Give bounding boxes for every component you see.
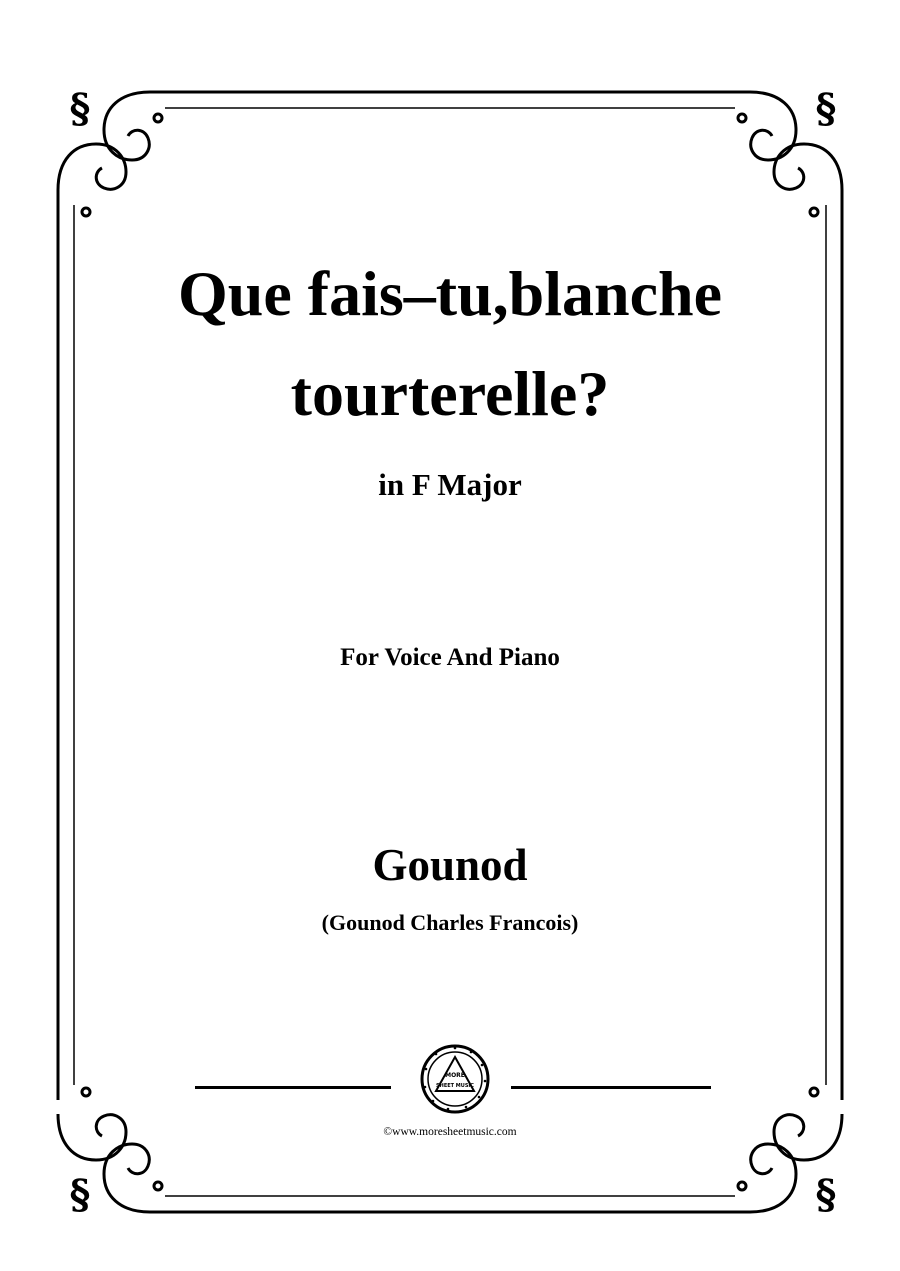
title-line-1: Que fais–tu,blanche <box>177 258 723 329</box>
website-url: ©www.moresheetmusic.com <box>383 1126 517 1138</box>
composer-full-name: (Gounod Charles Francois) <box>321 910 579 935</box>
svg-text:MORE: MORE <box>445 1072 465 1079</box>
publisher-logo <box>419 1043 491 1115</box>
footer-rule-left <box>195 1086 391 1089</box>
instrumentation: For Voice And Piano <box>340 644 560 671</box>
title-line-2: tourterelle? <box>290 358 610 429</box>
footer-rule-right <box>511 1086 711 1089</box>
key-signature: in F Major <box>378 467 522 502</box>
corner-ornament-top-left: § <box>69 85 91 132</box>
composer-name: Gounod <box>372 840 528 890</box>
corner-ornament-top-right: § <box>815 85 837 132</box>
svg-text:SHEET MUSIC: SHEET MUSIC <box>436 1083 474 1089</box>
corner-ornament-bottom-right: § <box>815 1171 837 1218</box>
corner-ornament-bottom-left: § <box>69 1171 91 1218</box>
